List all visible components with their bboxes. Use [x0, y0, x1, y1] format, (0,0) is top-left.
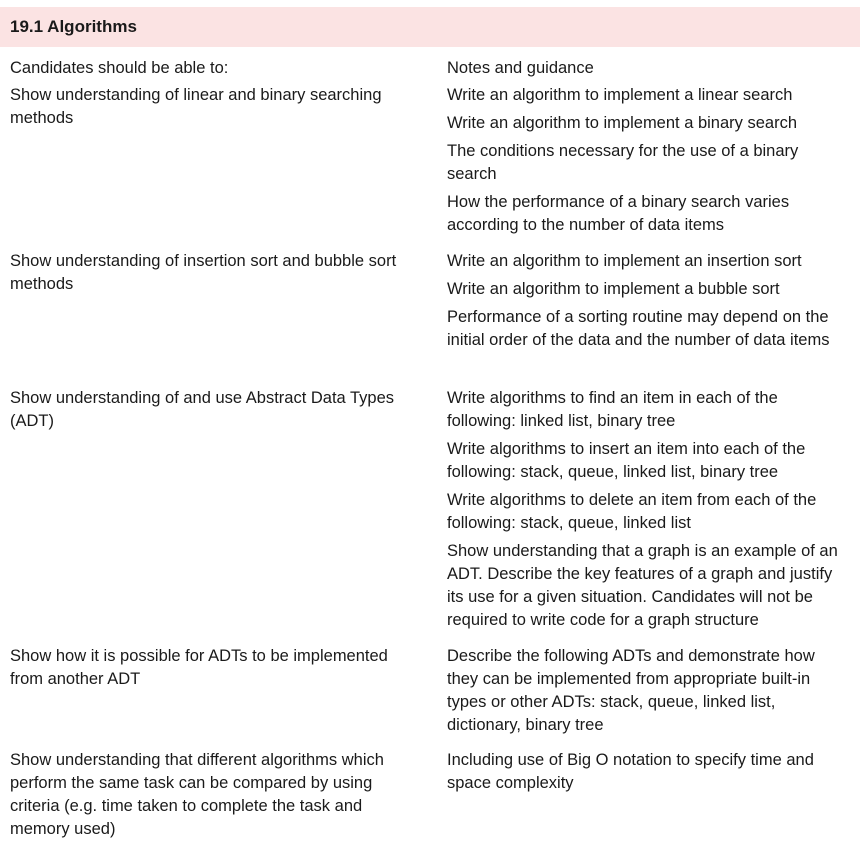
notes-list: [447, 749, 847, 795]
note-item: Write algorithms to insert an item into each of the following: stack, queue, linked list, binary tree: [447, 440, 806, 481]
note-item: Write an algorithm to implement an insertion sort: [447, 252, 802, 270]
note-item: Write an algorithm to implement a binary search: [447, 114, 798, 132]
note-item: Including use of Big O notation to specify time and space complexity: [447, 751, 814, 792]
criterion-text: Show understanding of insertion sort and bubble sort methods: [10, 252, 397, 293]
note-item: Write algorithms to find an item in each of the following: linked list, binary tree: [447, 389, 778, 430]
notes-list: [447, 250, 847, 352]
notes-list: [447, 645, 847, 737]
criterion-text: Show how it is possible for ADTs to be implemented from another ADT: [10, 647, 388, 688]
note-item: Show understanding that a graph is an example of an ADT. Describe the key features of a graph and justify its use for a given situation. Candidates will not be required to write code for a graph structure: [447, 542, 838, 629]
note-item: How the performance of a binary search varies according to the number of data items: [447, 193, 790, 234]
criterion-text: Show understanding that different algorithms which perform the same task can be compared by using criteria (e.g. time taken to complete the task and memory used): [10, 751, 384, 838]
section-title: 19.1 Algorithms: [10, 17, 137, 36]
note-item: Write an algorithm to implement a bubble sort: [447, 280, 780, 298]
notes-list: [447, 84, 847, 237]
note-item: Write algorithms to delete an item from each of the following: stack, queue, linked list: [447, 491, 817, 532]
criterion-text: Show understanding of linear and binary searching methods: [10, 86, 382, 127]
note-item: Describe the following ADTs and demonstrate how they can be implemented from appropriate built-in types or other ADTs: stack, queue, linked list, dictionary, binary tree: [447, 647, 815, 734]
note-item: Performance of a sorting routine may depend on the initial order of the data and the number of data items: [447, 308, 830, 349]
note-item: Write an algorithm to implement a linear search: [447, 86, 793, 104]
column-header-notes: Notes and guidance: [447, 59, 594, 77]
criterion-text: Show understanding of and use Abstract Data Types (ADT): [10, 389, 395, 430]
notes-list: [447, 387, 847, 632]
note-item: The conditions necessary for the use of a binary search: [447, 142, 799, 183]
column-header-candidates: Candidates should be able to:: [10, 59, 229, 77]
